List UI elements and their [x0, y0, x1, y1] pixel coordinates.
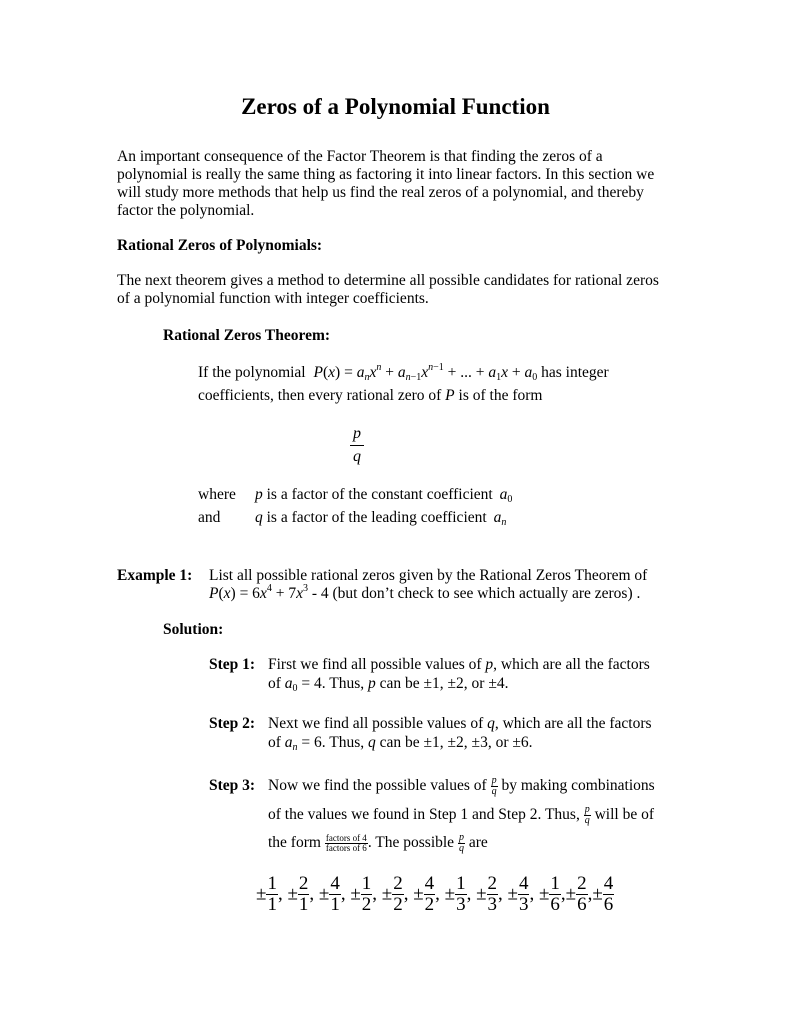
step1-line1-post: , which are all the factors: [493, 656, 650, 673]
where-text: p is a factor of the constant coefficient $a_0$: [255, 486, 513, 505]
step1-label: Step 1:: [209, 656, 256, 673]
step3-line3-pre: the form: [268, 834, 321, 852]
candidate-denominator: 1: [330, 894, 340, 915]
comma-separator: ,: [372, 883, 382, 905]
candidate-numerator: 4: [330, 873, 340, 894]
candidate-fraction: [603, 874, 615, 915]
where-var-p: p: [255, 486, 263, 503]
and-text: q is a factor of the leading coefficient $a_n$: [255, 509, 507, 528]
comma-separator: ,: [277, 883, 288, 905]
plus-minus-sign: ±: [381, 883, 393, 905]
example-line-2-tail: - 4 (but don’t check to see which actually are zeros) .: [307, 585, 641, 602]
step3-line-2: [268, 805, 654, 826]
fraction-denominator: q: [353, 448, 361, 465]
step2-line-1: [268, 714, 652, 733]
step1-line1-pre: First we find all possible values of: [268, 656, 486, 673]
step1-line-2: of $a_0 = 4$. Thus, p can be ±1, ±2, or ±4.: [268, 675, 509, 694]
theorem-heading: Rational Zeros Theorem:: [163, 327, 331, 344]
p-over-q-fraction: $\frac{p}{q}$: [491, 775, 497, 797]
comma-separator: ,: [498, 883, 508, 905]
step2-line2-post: can be ±1, ±2, ±3, or ±6.: [375, 734, 533, 751]
section-text-line-2: of a polynomial function with integer coefficients.: [117, 290, 429, 307]
candidate-numerator: 2: [298, 873, 309, 894]
plus-minus-sign: ±: [565, 883, 577, 905]
step3-line-1: [268, 776, 655, 797]
and-label: and: [198, 509, 221, 526]
plus-minus-sign: ±: [318, 883, 330, 905]
theorem-line2-pre: coefficients, then every rational zero of: [198, 387, 442, 404]
polynomial-formula: P: [313, 364, 323, 381]
p-over-q-fraction-3: $\frac{p}{q}$: [458, 832, 464, 854]
comma-separator: ,: [340, 883, 351, 905]
candidate-list: [256, 874, 614, 915]
candidate-fraction: [576, 874, 588, 915]
candidate-fraction: [518, 874, 530, 915]
candidate-numerator: 1: [267, 873, 277, 894]
step2-line-2: of $a_n = 6$. Thus, q can be ±1, ±2, ±3, or ±6.: [268, 734, 533, 753]
and-description: is a factor of the leading coefficient: [266, 509, 487, 526]
factors-of-4: factors of 4: [325, 833, 367, 843]
plus-minus-sign: ±: [476, 883, 487, 905]
step2-line1-pre: Next we find all possible values of: [268, 715, 488, 732]
comma-separator: ,: [403, 883, 414, 905]
step2-var: q: [487, 715, 495, 732]
theorem-line2-post: is of the form: [458, 387, 543, 404]
plus-minus-sign: ±: [256, 883, 267, 905]
plus-minus-sign: ±: [287, 883, 298, 905]
candidate-numerator: 1: [361, 873, 372, 894]
candidate-denominator: 3: [456, 894, 466, 915]
candidate-denominator: 3: [487, 894, 497, 915]
plus-minus-sign: ±: [444, 883, 456, 905]
example-line-2: $P(x) = 6x^4 + 7x^3 - 4$ (but don’t check to see which actually are zeros) .: [209, 583, 641, 602]
candidate-numerator: 2: [393, 873, 403, 894]
intro-line-1: An important consequence of the Factor Theorem is that finding the zeros of a: [117, 148, 603, 165]
step1-line2-mid: . Thus,: [321, 675, 369, 692]
step3-line1-post: by making combinations: [501, 777, 655, 795]
candidate-numerator: 1: [456, 873, 466, 894]
step2-label: Step 2:: [209, 715, 256, 732]
plus-minus-sign: ±: [538, 883, 550, 905]
comma-separator: ,: [560, 883, 566, 905]
candidate-fraction: [455, 874, 467, 915]
section-heading: Rational Zeros of Polynomials:: [117, 237, 323, 254]
candidate-fraction: [487, 874, 499, 915]
step2-var-2: q: [368, 734, 376, 751]
factors-of-6: factors of 6: [325, 843, 367, 853]
step1-line-1: [268, 655, 650, 674]
candidate-numerator: 4: [518, 873, 529, 894]
step3-line3-mid: . The possible: [367, 834, 455, 852]
candidate-fraction: [329, 874, 341, 915]
comma-separator: ,: [529, 883, 539, 905]
candidate-denominator: 6: [550, 894, 560, 915]
comma-separator: ,: [587, 883, 593, 905]
candidate-fraction: [266, 874, 278, 915]
theorem-statement-line-1: If the polynomial $P(x) = a_nx^n + a_{n-1}x^{n-1}$ + ... + $a_1x + a_0$ has integer: [198, 362, 609, 383]
where-description: is a factor of the constant coefficient: [266, 486, 493, 503]
theorem-has-integer: has integer: [541, 364, 609, 381]
theorem-var-p: P: [445, 387, 455, 404]
step3-label: Step 3:: [209, 777, 256, 794]
candidate-numerator: 4: [424, 873, 435, 894]
step1-var: p: [485, 656, 494, 673]
step3-line1-pre: Now we find the possible values of: [268, 777, 487, 795]
step3-line2-post: will be of: [594, 806, 654, 824]
candidate-numerator: 2: [577, 873, 587, 894]
fraction-numerator: p: [350, 425, 364, 446]
comma-separator: ,: [435, 883, 445, 905]
step1-var-2: p: [368, 675, 376, 692]
theorem-fraction: [350, 425, 364, 466]
candidate-fraction: [392, 874, 404, 915]
intro-line-2: polynomial is really the same thing as factoring it into linear factors. In this section we: [117, 166, 655, 183]
theorem-if-text: If the polynomial: [198, 364, 306, 381]
plus-minus-sign: ±: [413, 883, 424, 905]
candidate-denominator: 2: [361, 894, 372, 915]
candidate-denominator: 2: [424, 894, 435, 915]
p-over-q-fraction-2: $\frac{p}{q}$: [584, 804, 590, 826]
candidate-fraction: [549, 874, 561, 915]
step3-line3-post: are: [468, 834, 488, 852]
candidate-numerator: 1: [550, 873, 560, 894]
intro-line-3: will study more methods that help us find the real zeros of a polynomial, and thereby: [117, 184, 644, 201]
solution-label: Solution:: [163, 621, 224, 638]
candidate-denominator: 1: [267, 894, 277, 915]
candidate-denominator: 6: [603, 894, 614, 915]
plus-minus-sign: ±: [592, 883, 603, 905]
step2-line2-pre: of: [268, 734, 281, 751]
step3-line-3: [268, 833, 488, 854]
step2-line2-mid: . Thus,: [321, 734, 369, 751]
comma-separator: ,: [309, 883, 319, 905]
step1-line2-post: can be ±1, ±2, or ±4.: [375, 675, 509, 692]
candidate-denominator: 1: [298, 894, 309, 915]
theorem-statement-line-2: [198, 386, 542, 405]
section-text-line-1: The next theorem gives a method to determine all possible candidates for rational zeros: [117, 272, 659, 289]
plus-minus-sign: ±: [507, 883, 518, 905]
intro-line-4: factor the polynomial.: [117, 202, 255, 219]
candidate-fraction: [424, 874, 436, 915]
step2-line1-post: , which are all the factors: [494, 715, 652, 732]
candidate-fraction: [298, 874, 310, 915]
factors-fraction: [325, 834, 368, 853]
page-title: Zeros of a Polynomial Function: [241, 94, 550, 119]
step3-line2-pre: of the values we found in Step 1 and Step 2. Thus,: [268, 806, 580, 824]
candidate-denominator: 2: [393, 894, 403, 915]
candidate-denominator: 6: [577, 894, 587, 915]
candidate-denominator: 3: [518, 894, 529, 915]
plus-minus-sign: ±: [350, 883, 361, 905]
candidate-fraction: [361, 874, 373, 915]
example-label: Example 1:: [117, 567, 193, 584]
comma-separator: ,: [466, 883, 477, 905]
step1-line2-pre: of: [268, 675, 281, 692]
example-line-1: List all possible rational zeros given by the Rational Zeros Theorem of: [209, 567, 648, 584]
candidate-numerator: 2: [487, 873, 497, 894]
where-label: where: [198, 486, 236, 503]
and-var-q: q: [255, 509, 263, 526]
candidate-numerator: 4: [603, 873, 614, 894]
